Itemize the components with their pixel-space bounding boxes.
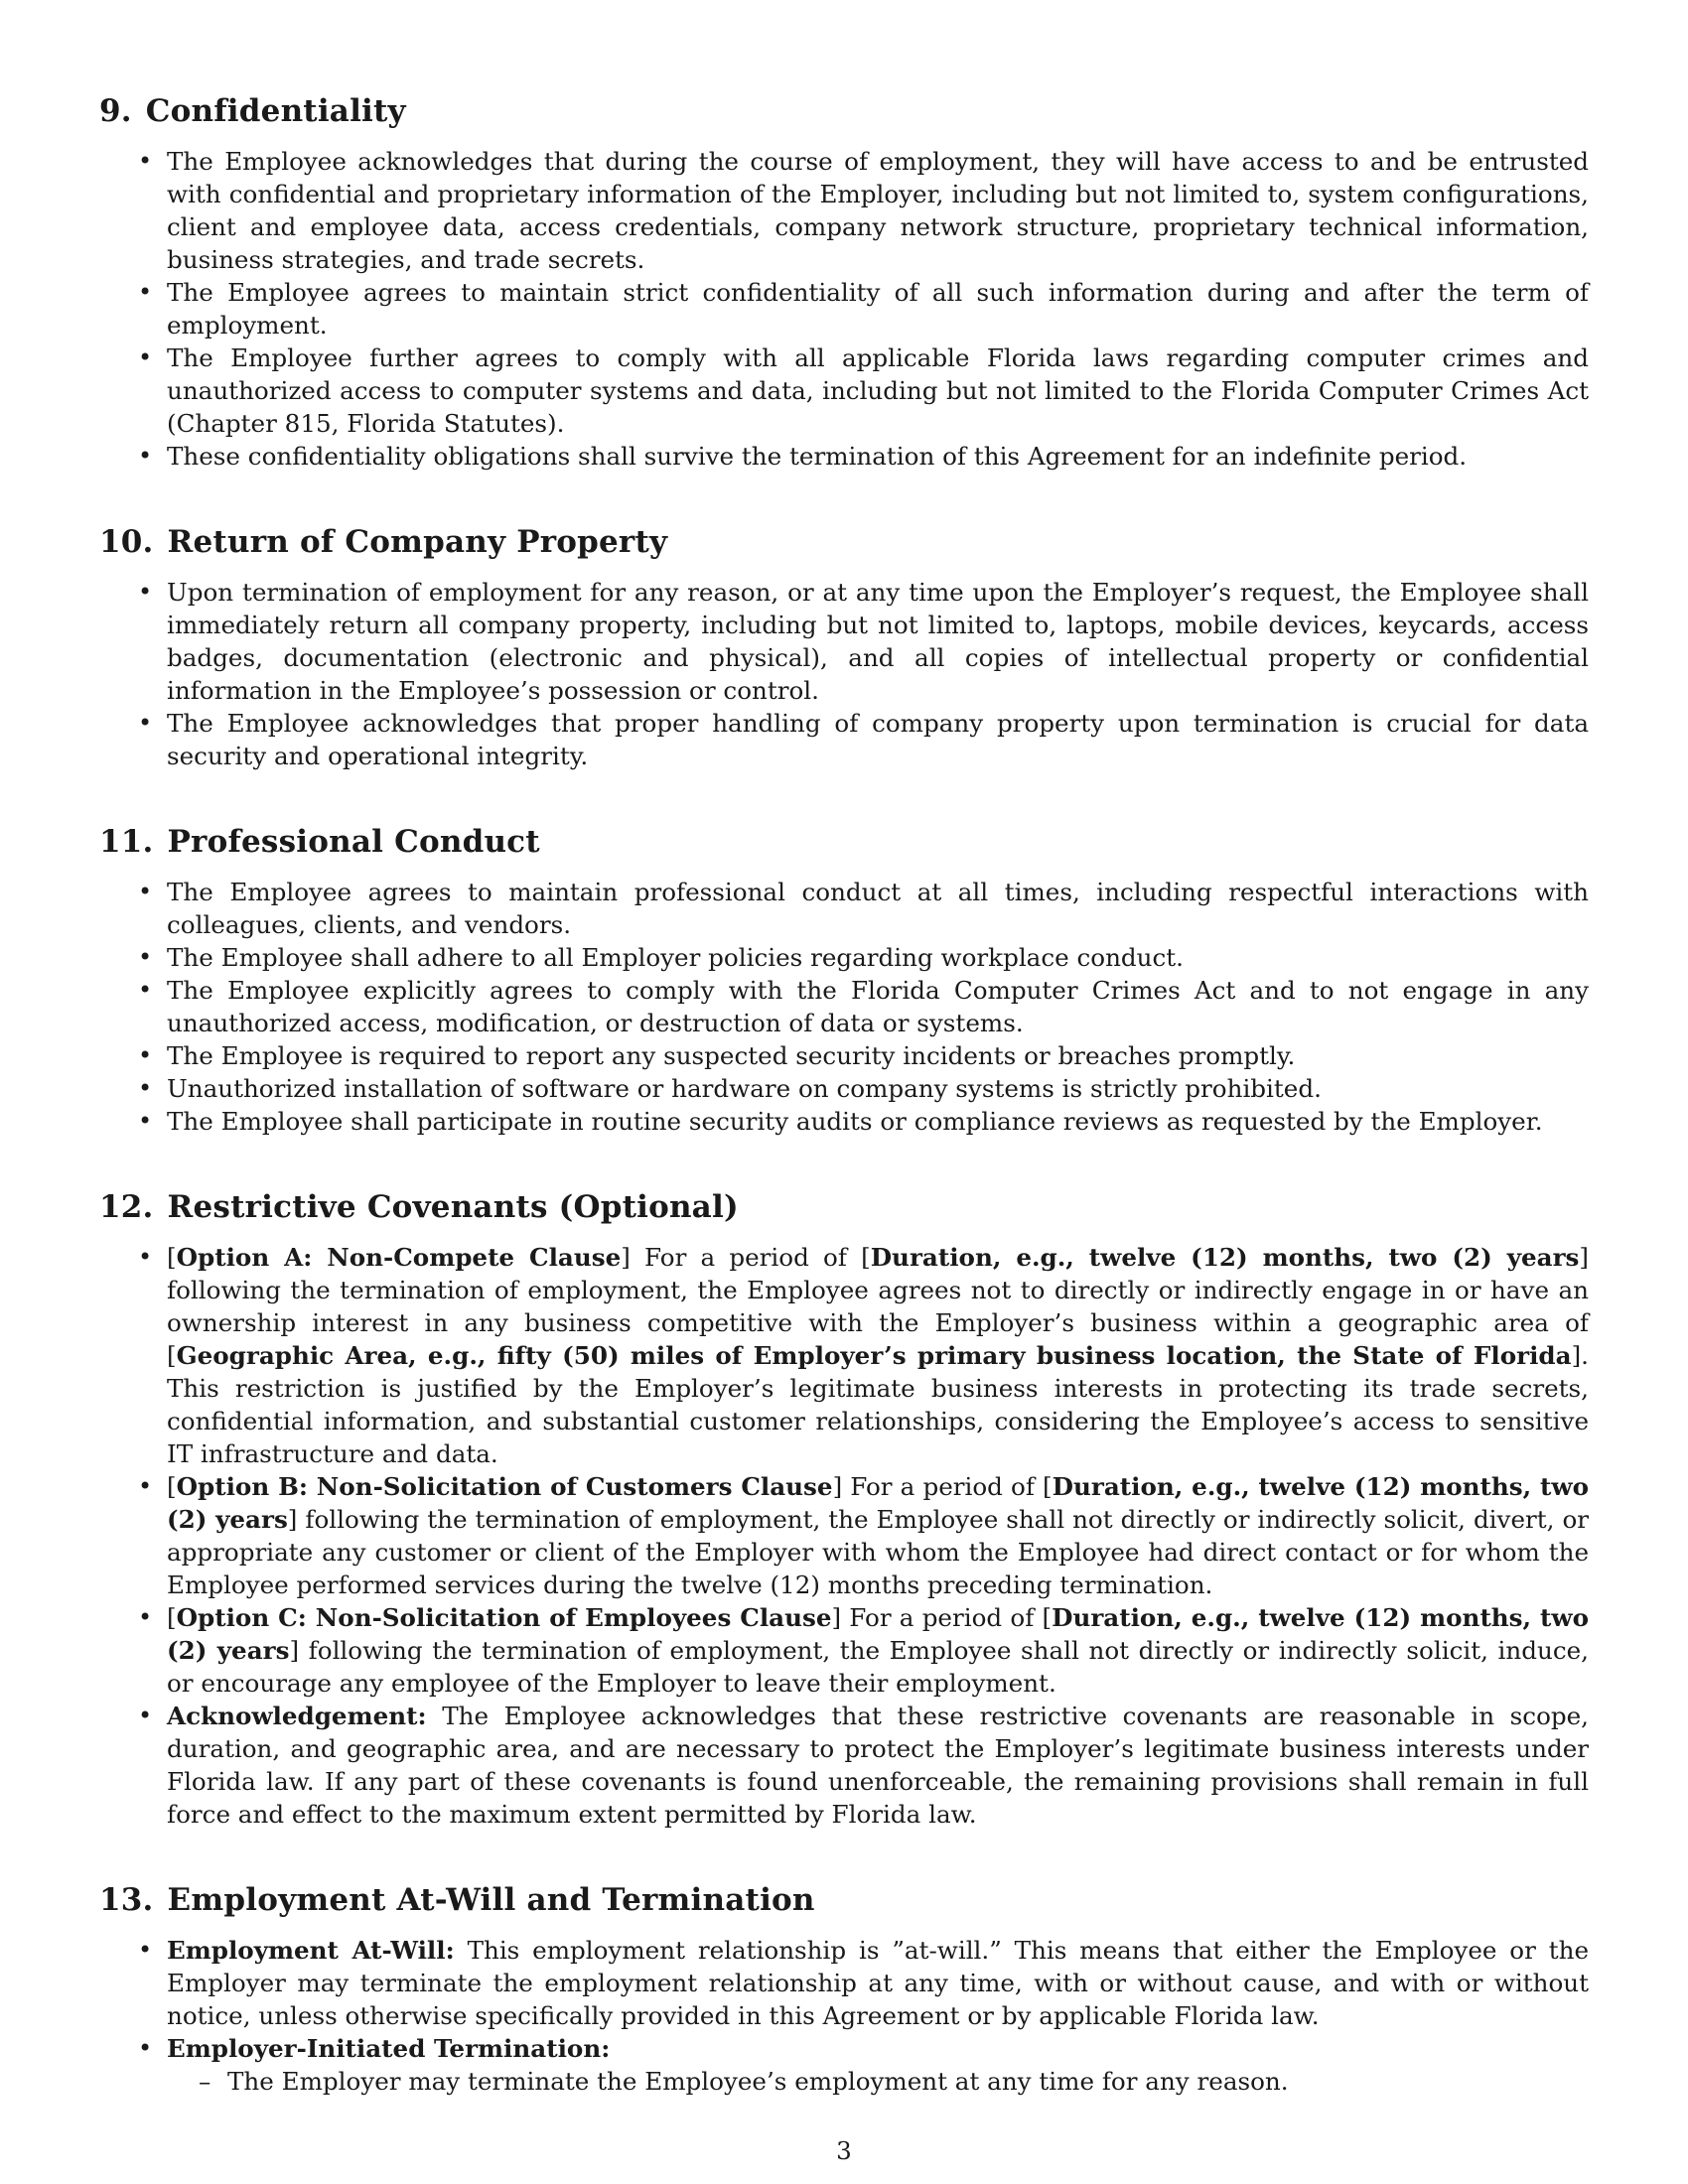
clause-text: ] For a period of [ xyxy=(621,1243,871,1272)
list-item: • The Employee shall participate in routine security audits or compliance reviews as requested by the Employer. xyxy=(167,1105,1589,1138)
section-title: Return of Company Property xyxy=(167,524,668,560)
section-restrictive-covenants xyxy=(99,1187,1589,1831)
list-item: • These confidentiality obligations shall survive the termination of this Agreement for an indefinite period. xyxy=(167,440,1589,473)
item-label: Employer-Initiated Termination: xyxy=(167,2034,611,2063)
sub-list-item: – The Employer may terminate the Employee’s employment at any time for any reason. xyxy=(227,2065,1589,2098)
section-heading xyxy=(99,522,1589,562)
bracket-text: [ xyxy=(167,1472,177,1501)
list-item: • The Employee explicitly agrees to comply with the Florida Computer Crimes Act and to not engage in any unauthorized access, modification, or destruction of data or systems. xyxy=(167,974,1589,1039)
section-employment-at-will xyxy=(99,1880,1589,2098)
list-item: • The Employee agrees to maintain strict confidentiality of all such information during and after the term of employment. xyxy=(167,276,1589,341)
bullet-list xyxy=(99,576,1589,772)
sub-list xyxy=(167,2065,1589,2098)
bullet-list xyxy=(99,1934,1589,2098)
section-heading xyxy=(99,1880,1589,1920)
item-label: Employment At-Will: xyxy=(167,1936,455,1965)
option-a-non-compete-item xyxy=(167,1241,1589,1470)
employer-initiated-termination-item xyxy=(167,2032,1589,2098)
option-label: Option C: Non-Solicitation of Employees Clause xyxy=(176,1603,832,1632)
list-item: • Upon termination of employment for any reason, or at any time upon the Employer’s request, the Employee shall immediately return all company property, including but not limited to, laptops, mobile devices, keycards, access badges, documentation (electronic and physical), and all copies of intellectual property or confidential information in the Employee’s possession or control. xyxy=(167,576,1589,707)
geographic-area-placeholder: Geographic Area, e.g., fifty (50) miles of Employer’s primary business location, the State of Florida xyxy=(176,1341,1572,1370)
clause-text: ] following the termination of employment, the Employee shall not directly or indirectly solicit, induce, or encourage any employee of the Employer to leave their employment. xyxy=(167,1636,1589,1698)
acknowledgement-item xyxy=(167,1700,1589,1831)
section-number: 13. xyxy=(99,1882,154,1918)
clause-text: ] For a period of [ xyxy=(832,1472,1053,1501)
duration-placeholder: Duration, e.g., twelve (12) months, two (2) years xyxy=(167,1472,1589,1534)
duration-placeholder: Duration, e.g., twelve (12) months, two (2) years xyxy=(870,1243,1580,1272)
list-item: • The Employee is required to report any suspected security incidents or breaches promptly. xyxy=(167,1039,1589,1072)
item-text: This employment relationship is ”at-will.” This means that either the Employee or the Employer may terminate the employment relationship at any time, with or without cause, and with or without notice, unless otherwise specifically provided in this Agreement or by applicable Florida law. xyxy=(167,1936,1589,2030)
section-number: 12. xyxy=(99,1189,154,1225)
section-title: Restrictive Covenants (Optional) xyxy=(167,1189,739,1225)
section-title: Professional Conduct xyxy=(167,824,540,860)
section-heading xyxy=(99,1187,1589,1227)
section-confidentiality xyxy=(99,91,1589,473)
option-label: Option B: Non-Solicitation of Customers Clause xyxy=(176,1472,833,1501)
clause-text: ]. This restriction is justified by the Employer’s legitimate business interests in protecting its trade secrets, confidential information, and substantial customer relationships, considering the Employee’s access to sensitive IT infrastructure and data. xyxy=(167,1341,1589,1468)
bullet-list xyxy=(99,876,1589,1138)
employment-at-will-item xyxy=(167,1934,1589,2032)
item-label: Acknowledgement: xyxy=(167,1702,427,1730)
document-page xyxy=(99,91,1589,2147)
section-number: 10. xyxy=(99,524,154,560)
section-heading xyxy=(99,91,1589,131)
section-heading xyxy=(99,822,1589,862)
bracket-text: [ xyxy=(167,1603,177,1632)
section-professional-conduct xyxy=(99,822,1589,1138)
option-c-non-solicitation-employees-item xyxy=(167,1601,1589,1700)
list-item: • The Employee acknowledges that during the course of employment, they will have access to and be entrusted with confidential and proprietary information of the Employer, including but not limited to, system configurations, client and employee data, access credentials, company network structure, proprietary technical information, business strategies, and trade secrets. xyxy=(167,145,1589,276)
option-label: Option A: Non-Compete Clause xyxy=(176,1243,622,1272)
list-item: • The Employee shall adhere to all Employer policies regarding workplace conduct. xyxy=(167,941,1589,974)
section-title: Confidentiality xyxy=(145,93,406,129)
option-b-non-solicitation-customers-item xyxy=(167,1470,1589,1601)
clause-text: ] For a period of [ xyxy=(831,1603,1053,1632)
duration-placeholder: Duration, e.g., twelve (12) months, two (2) years xyxy=(167,1603,1589,1665)
section-number: 9. xyxy=(99,93,132,129)
section-number: 11. xyxy=(99,824,154,860)
list-item: • The Employee further agrees to comply with all applicable Florida laws regarding computer crimes and unauthorized access to computer systems and data, including but not limited to the Florida Computer Crimes Act (Chapter 815, Florida Statutes). xyxy=(167,341,1589,440)
bullet-list xyxy=(99,145,1589,473)
bracket-text: [ xyxy=(167,1243,177,1272)
item-text: The Employee acknowledges that these restrictive covenants are reasonable in scope, duration, and geographic area, and are necessary to protect the Employer’s legitimate business interests under Florida law. If any part of these covenants is found unenforceable, the remaining provisions shall remain in full force and effect to the maximum extent permitted by Florida law. xyxy=(167,1702,1589,1829)
page-number: 3 xyxy=(836,2136,852,2165)
section-return-of-company-property xyxy=(99,522,1589,772)
list-item: • Unauthorized installation of software or hardware on company systems is strictly prohibited. xyxy=(167,1072,1589,1105)
list-item: • The Employee agrees to maintain professional conduct at all times, including respectful interactions with colleagues, clients, and vendors. xyxy=(167,876,1589,941)
clause-text: ] following the termination of employment, the Employee agrees not to directly or indirectly engage in or have an ownership interest in any business competitive with the Employer’s business within a geographic area of [ xyxy=(167,1243,1589,1370)
list-item: • The Employee acknowledges that proper handling of company property upon termination is crucial for data security and operational integrity. xyxy=(167,707,1589,772)
clause-text: ] following the termination of employment, the Employee shall not directly or indirectly solicit, divert, or appropriate any customer or client of the Employer with whom the Employee had direct contact or for whom the Employee performed services during the twelve (12) months preceding termination. xyxy=(167,1505,1590,1599)
section-title: Employment At-Will and Termination xyxy=(167,1882,815,1918)
bullet-list xyxy=(99,1241,1589,1831)
